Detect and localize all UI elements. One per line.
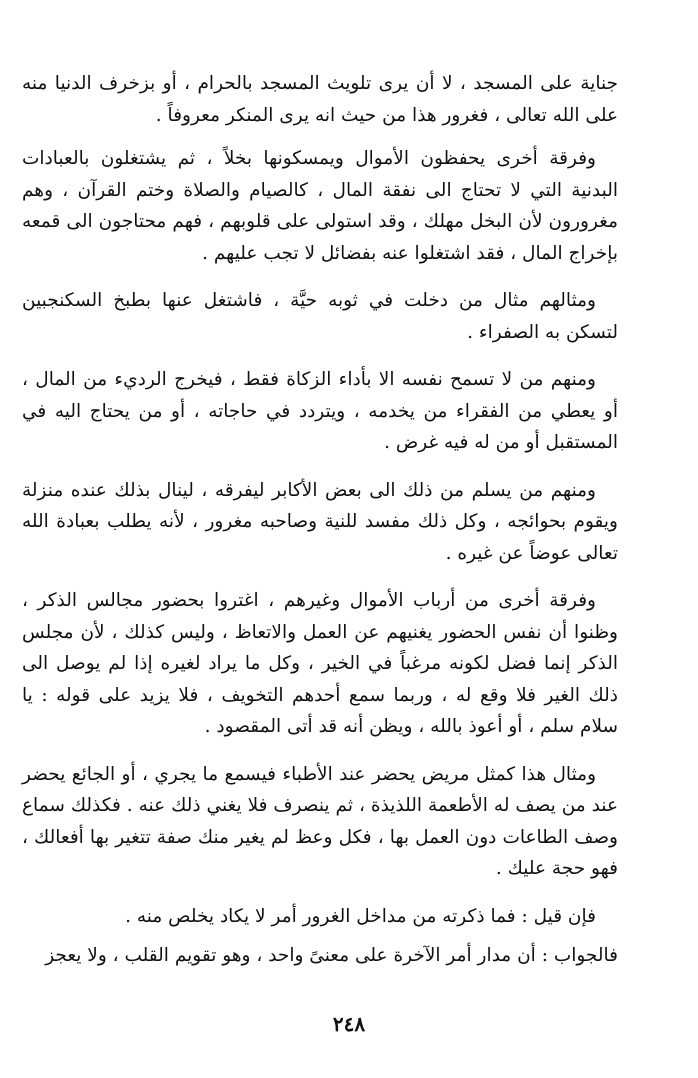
paragraph-answer: فالجواب : أن مدار أمر الآخرة على معنىً واحد ، وهو تقويم القلب ، ولا يعجز bbox=[45, 945, 618, 966]
paragraph-question: فإن قيل : فما ذكرته من مداخل الغرور أمر لا يكاد يخلص منه . bbox=[125, 905, 596, 927]
book-page-body bbox=[22, 68, 618, 1038]
paragraph-4: ومنهم من لا تسمح نفسه الا بأداء الزكاة فقط ، فيخرج الرديء من المال ، أو يعطي من الفقراء من يخدمه ، ويتردد في حاجاته ، أو من يحتاج اليه في المستقبل أو من له فيه غرض . bbox=[22, 369, 618, 453]
paragraph-7: ومثال هذا كمثل مريض يحضر عند الأطباء فيسمع ما يجري ، أو الجائع يحضر عند من يصف له الأطعمة اللذيذة ، ثم ينصرف فلا يغني ذلك عنه . فكذلك سماع وصف الطاعات دون العمل بها ، فكل وعظ لم يغير منك صفة تتغير بها أفعالك ، فهو حجة عليك . bbox=[22, 763, 618, 879]
paragraph-3: ومثالهم مثال من دخلت في ثوبه حيَّة ، فاشتغل عنها بطبخ السكنجبين لتسكن به الصفراء . bbox=[22, 290, 618, 343]
paragraph-6: وفرقة أخرى من أرباب الأموال وغيرهم ، اغتروا بحضور مجالس الذكر ، وظنوا أن نفس الحضور يغنيهم عن العمل والاتعاظ ، وليس كذلك ، لأن مجلس الذكر إنما فضل لكونه مرغباً في الخير ، وكل ما يراد لغيره إذا لم يوصل الى ذلك الغير فلا وقع له ، وربما سمع أحدهم التخويف ، فلا يزيد على قوله : يا سلام سلم ، أو أعوذ بالله ، ويظن أنه قد أتى المقصود . bbox=[22, 590, 618, 737]
page-number: ٢٤٨ bbox=[332, 1012, 366, 1036]
paragraph-1: جناية على المسجد ، لا أن يرى تلويث المسجد بالحرام ، أو بزخرف الدنيا منه على الله تعالى ، فغرور هذا من حيث انه يرى المنكر معروفاً . bbox=[22, 73, 618, 126]
paragraph-5: ومنهم من يسلم من ذلك الى بعض الأكابر ليفرقه ، لينال بذلك عنده منزلة ويقوم بحوائجه ، وكل ذلك مفسد للنية وصاحبه مغرور ، لأنه يطلب بعبادة الله تعالى عوضاً عن غيره . bbox=[22, 479, 618, 564]
paragraph-2: وفرقة أخرى يحفظون الأموال ويمسكونها بخلاً ، ثم يشتغلون بالعبادات البدنية التي لا تحتاج الى نفقة المال ، كالصيام والصلاة وختم القرآن ، وهم مغرورون لأن البخل مهلك ، وقد استولى على قلوبهم ، فهم محتاجون الى قمعه بإخراج المال ، فقد اشتغلوا عنه بفضائل لا تجب عليهم . bbox=[22, 148, 618, 264]
